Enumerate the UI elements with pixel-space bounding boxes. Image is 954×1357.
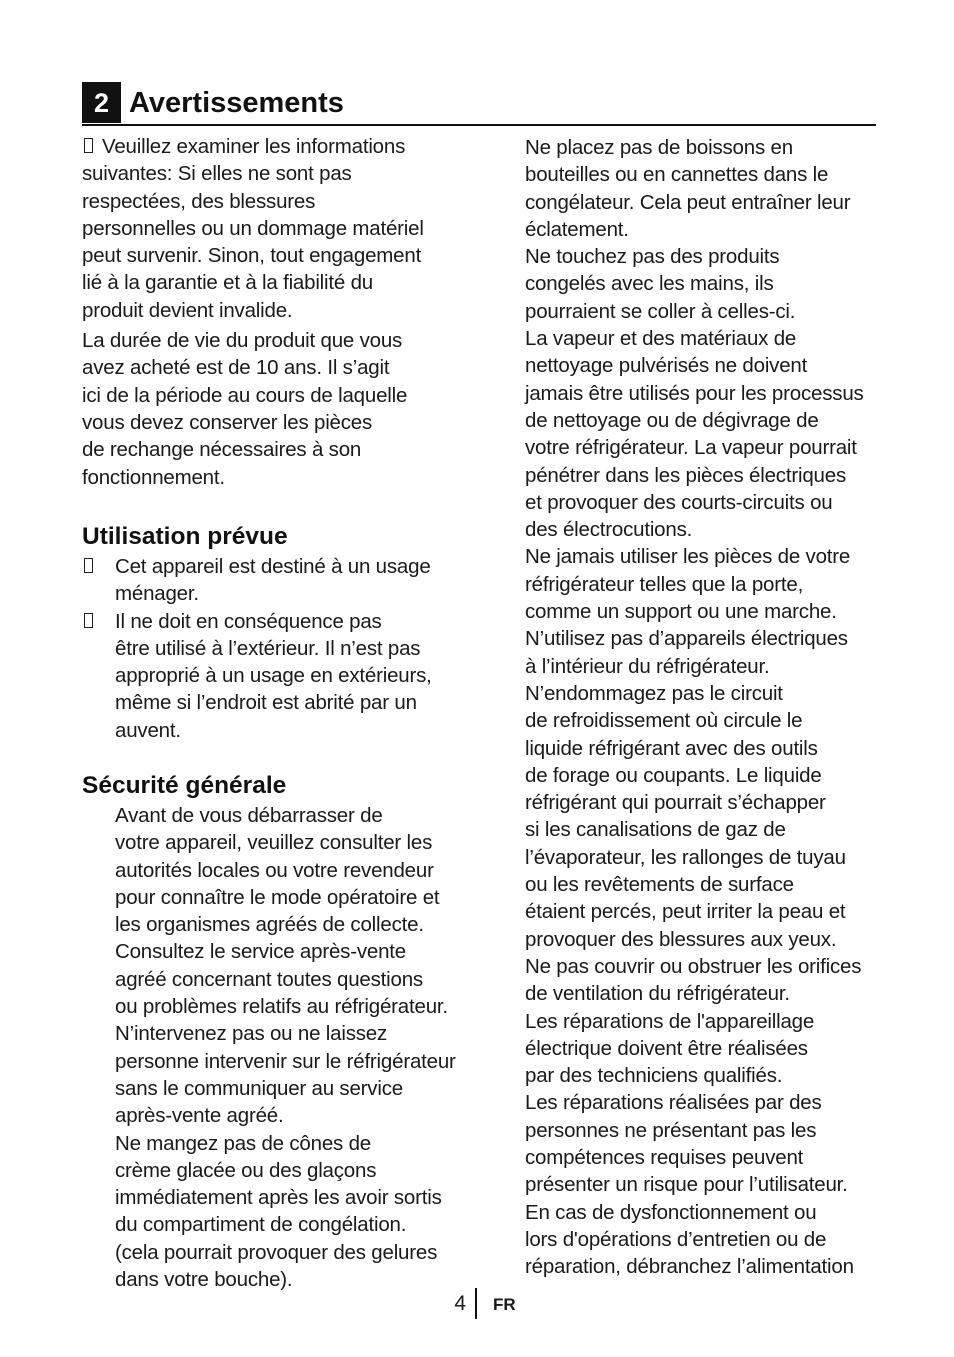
list-item-text: Cet appareil est destiné à un usage ménager. bbox=[115, 555, 431, 606]
list-item-text: Il ne doit en conséquence pas être utilisé à l’extérieur. Il n’est pas approprié à un usage en extérieurs, même si l’endroit est abrité par un auvent. bbox=[115, 609, 432, 742]
warning-text: Veuillez examiner les informations suivantes: Si elles ne sont pas respectées, des blessures personnelles ou un dommage matériel peut survenir. Sinon, tout engagement lié à la garantie et à la fiabilité du produit devient invalide. bbox=[82, 135, 424, 322]
list-item bbox=[82, 553, 477, 608]
general-safety-text: Avant de vous débarrasser de votre appareil, veuillez consulter les autorités locales ou votre revendeur pour connaître le mode opératoire et les organismes agréés de collecte. Consultez le service après-vente agréé concernant toutes questions ou problèmes relatifs au réfrigérateur. N’intervenez pas ou ne laissez personne intervenir sur le réfrigérateur sans le communiquer au service après-vente agréé. Ne mangez pas de cônes de crème glacée ou des glaçons immédiatement après les avoir sortis du compartiment de congélation. (cela pourrait provoquer des gelures dans votre bouche). bbox=[115, 804, 456, 1292]
section-header bbox=[82, 82, 876, 126]
general-safety-block bbox=[115, 802, 477, 1293]
right-column-block bbox=[525, 134, 885, 1280]
footer-divider bbox=[475, 1288, 477, 1319]
general-safety-heading: Sécurité générale bbox=[82, 772, 287, 799]
warning-paragraph bbox=[82, 133, 477, 324]
bullet-icon bbox=[84, 558, 93, 573]
lifetime-text: La durée de vie du produit que vous avez acheté est de 10 ans. Il s’agit ici de la période au cours de laquelle vous devez conserver les pièces de rechange nécessaires à son fonctionnement. bbox=[82, 329, 408, 489]
intro-block bbox=[82, 133, 477, 491]
section-number-badge: 2 bbox=[82, 82, 121, 123]
page-number: 4 bbox=[454, 1292, 466, 1315]
intended-use-heading: Utilisation prévue bbox=[82, 523, 288, 550]
section-title: Avertissements bbox=[129, 87, 344, 119]
warning-bullet-icon bbox=[84, 138, 93, 153]
right-column-text: Ne placez pas de boissons en bouteilles ou en cannettes dans le congélateur. Cela peut entraîner leur éclatement. Ne touchez pas des produits congelés avec les mains, ils pourraient se coller à celles-ci. La vapeur et des matériaux de nettoyage pulvérisés ne doivent jamais être utilisés pour les processus de nettoyage ou de dégivrage de votre réfrigérateur. La vapeur pourrait pénétrer dans les pièces électriques et provoquer des courts-circuits ou des électrocutions. Ne jamais utiliser les pièces de votre réfrigérateur telles que la porte, comme un support ou une marche. N’utilisez pas d’appareils électriques à l’intérieur du réfrigérateur. N’endommagez pas le circuit de refroidissement où circule le liquide réfrigérant avec des outils de forage ou coupants. Le liquide réfrigérant qui pourrait s’échapper si les canalisations de gaz de l’évaporateur, les rallonges de tuyau ou les revêtements de surface étaient percés, peut irriter la peau et provoquer des blessures aux yeux. Ne pas couvrir ou obstruer les orifices de ventilation du réfrigérateur. Les réparations de l'appareillage électrique doivent être réalisées par des techniciens qualifiés. Les réparations réalisées par des personnes ne présentant pas les compétences requises peuvent présenter un risque pour l’utilisateur. En cas de dysfonctionnement ou lors d'opérations d’entretien ou de réparation, débranchez l’alimentation bbox=[525, 136, 864, 1279]
language-code: FR bbox=[493, 1295, 516, 1314]
bullet-icon bbox=[84, 613, 93, 628]
list-item bbox=[82, 608, 477, 744]
intended-use-list bbox=[82, 553, 477, 744]
